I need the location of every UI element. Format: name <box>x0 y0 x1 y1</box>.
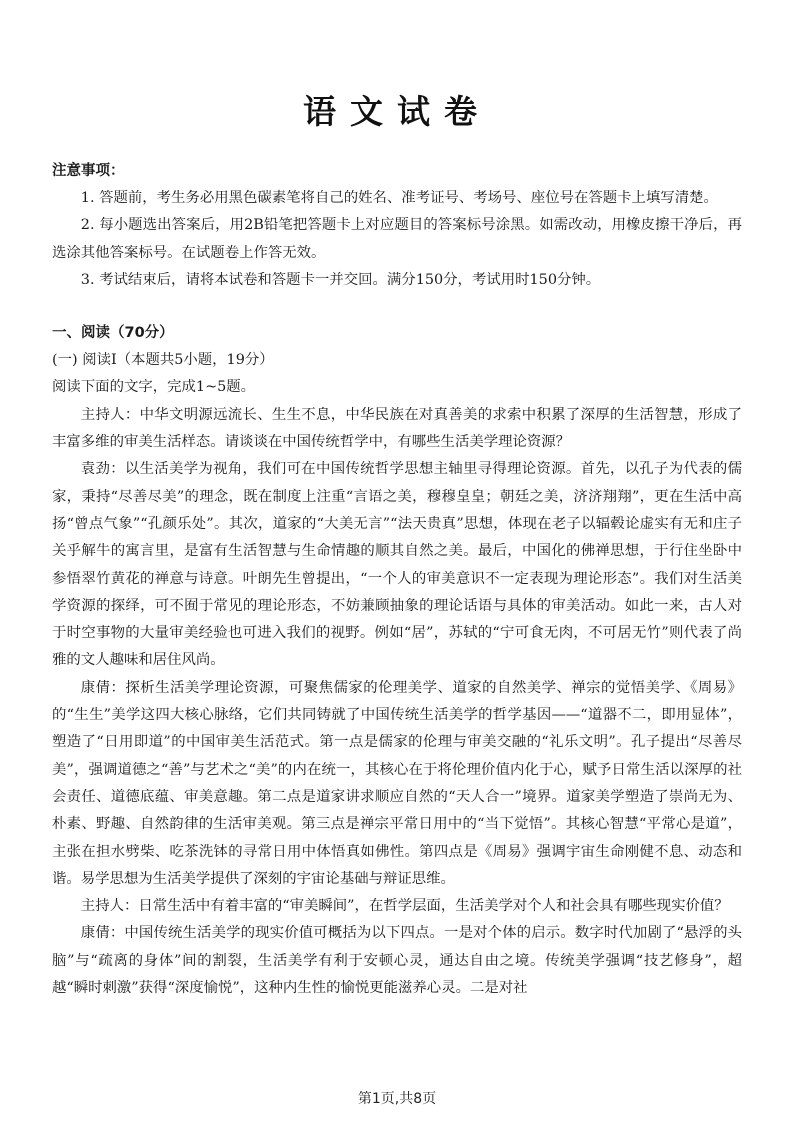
page-content <box>52 158 742 1002</box>
passage-paragraph: 主持人：中华文明源远流长、生生不息，中华民族在对真善美的求索中积累了深厚的生活智慧，形成了丰富多维的审美生活样态。请谈谈在中国传统哲学中，有哪些生活美学理论资源？ <box>52 406 742 451</box>
reading-instruction: 阅读下面的文字，完成1~5题。 <box>52 379 256 396</box>
page-number: 第1页,共8页 <box>357 1091 437 1107</box>
page-title: 语文试卷 <box>303 92 491 131</box>
notice-item: 1. 答题前，考生务必用黑色碳素笔将自己的姓名、准考证号、考场号、座位号在答题卡上填写清楚。 <box>80 190 718 206</box>
sub-section-heading: (一) 阅读Ⅰ（本题共5小题，19分） <box>52 352 274 369</box>
passage-paragraph: 康倩：探析生活美学理论资源，可聚焦儒家的伦理美学、道家的自然美学、禅宗的觉悟美学、《周易》的“生生”美学这四大核心脉络，它们共同铸就了中国传统生活美学的哲学基因——“道器不二，即用显体”，塑造了“日用即道”的中国审美生活范式。第一点是儒家的伦理与审美交融的“礼乐文明”。孔子提出“尽善尽美”，强调道德之“善”与艺术之“美”的内在统一，其核心在于将伦理价值内化于心，赋予日常生活以深厚的社会责任、道德底蕴、审美意趣。第二点是道家讲求顺应自然的“天人合一”境界。道家美学塑造了崇尚无为、朴素、野趣、自然韵律的生活审美观。第三点是禅宗平常日用中的“当下觉悟”。其核心智慧“平常心是道”，主张在担水劈柴、吃茶洗钵的寻常日用中体悟真如佛性。第四点是《周易》强调宇宙生命刚健不息、动态和谐。易学思想为生活美学提供了深刻的宇宙论基础与辩证思维。 <box>52 679 742 887</box>
spacer <box>52 294 742 320</box>
passage-paragraph: 袁劲：以生活美学为视角，我们可在中国传统哲学思想主轴里寻得理论资源。首先，以孔子为代表的儒家，秉持“尽善尽美”的理念，既在制度上注重“言语之美，穆穆皇皇；朝廷之美，济济翔翔”，更在生活中高扬“曾点气象”“孔颜乐处”。其次，道家的“大美无言”“法天贵真”思想，体现在老子以辐毂论虚实有无和庄子关乎解牛的寓言里，是富有生活智慧与生命情趣的顺其自然之美。最后，中国化的佛禅思想，于行住坐卧中参悟翠竹黄花的禅意与诗意。叶朗先生曾提出，“一个人的审美意识不一定表现为理论形态”。我们对生活美学资源的探绎，可不囿于常见的理论形态，不妨兼顾抽象的理论话语与具体的审美活动。如此一来，古人对于时空事物的大量审美经验也可进入我们的视野。例如“居”，苏轼的“宁可食无肉，不可居无竹”则代表了尚雅的文人趣味和居住风尚。 <box>52 461 742 669</box>
notice-item: 2. 每小题选出答案后，用2B铅笔把答题卡上对应题目的答案标号涂黑。如需改动，用橡皮擦干净后，再选涂其他答案标号。在试题卷上作答无效。 <box>52 217 742 261</box>
notice-item: 3. 考试结束后，请将本试卷和答题卡一并交回。满分150分，考试用时150分钟。 <box>80 271 601 288</box>
passage-paragraph: 康倩：中国传统生活美学的现实价值可概括为以下四点。一是对个体的启示。数字时代加剧了“悬浮的头脑”与“疏离的身体”间的割裂，生活美学有利于安顿心灵，通达自由之境。传统美学强调“技艺修身”，超越“瞬时刺激”获得“深度愉悦”，这种内生性的愉悦更能滋养心灵。二是对社 <box>52 925 742 997</box>
section-heading: 一、阅读（70分） <box>52 325 174 342</box>
notice-heading: 注意事项： <box>52 163 125 179</box>
passage-paragraph: 主持人：日常生活中有着丰富的“审美瞬间”，在哲学层面，生活美学对个人和社会具有哪些现实价值？ <box>80 898 729 915</box>
